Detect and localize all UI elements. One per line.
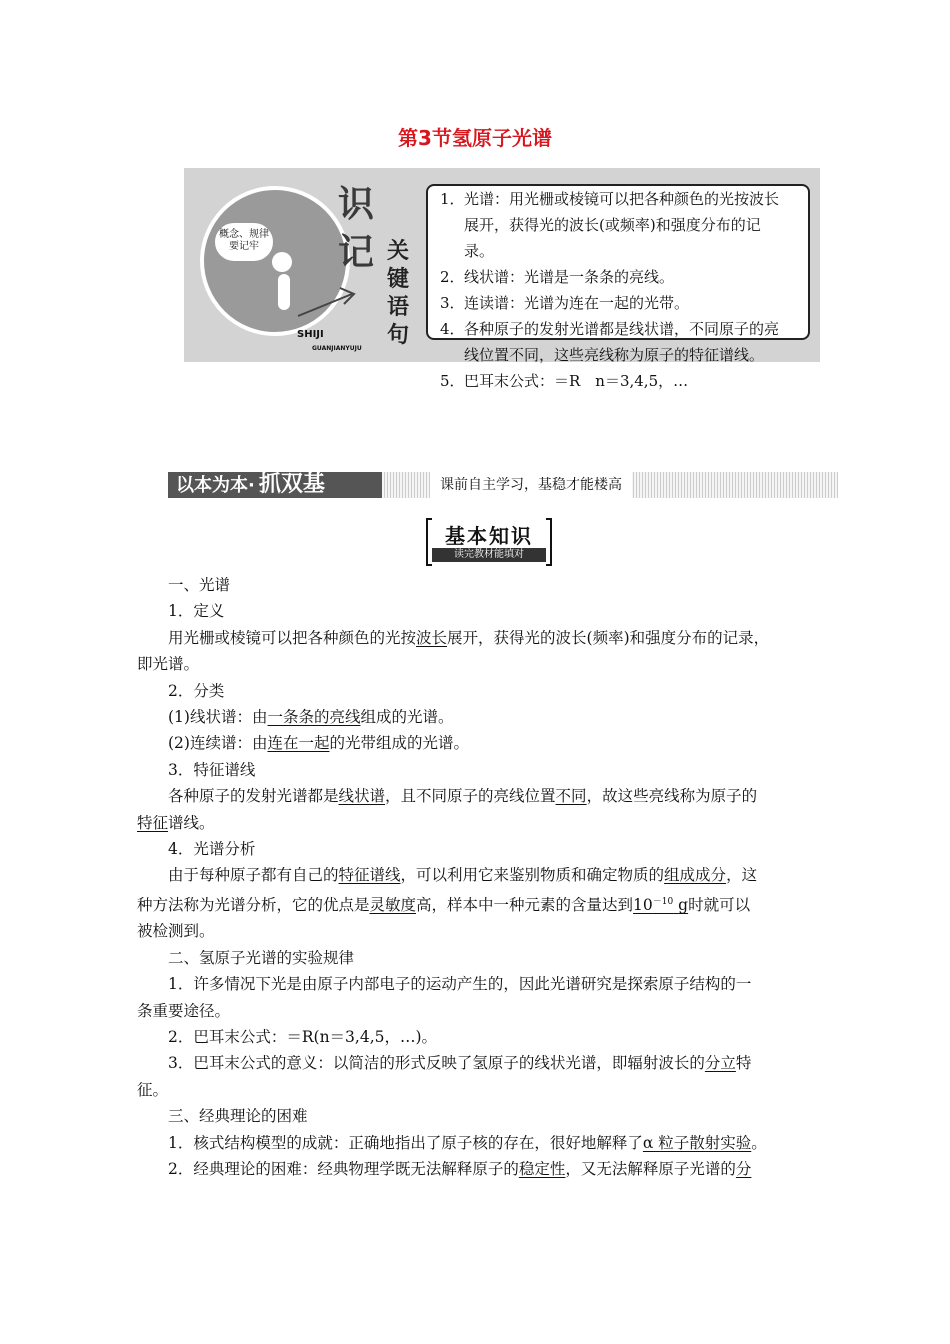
page-title: 第3节氢原子光谱 (398, 126, 552, 150)
text: 谱线。 (168, 813, 215, 832)
key-point-text: 巴耳末公式：＝R n＝3,4,5，… (464, 372, 689, 390)
key-points-list (440, 186, 820, 394)
big-char-ji: 记 (338, 232, 375, 273)
text: g (678, 896, 689, 915)
big-char-shi: 识 (338, 184, 375, 225)
paragraph (137, 704, 817, 730)
vertical-char: 句 (386, 323, 409, 348)
paragraph (137, 862, 817, 888)
vertical-char: 关 (386, 239, 409, 264)
person-body-icon (278, 274, 290, 310)
blank-answer: 一条条的亮线 (267, 708, 361, 727)
sub-heading: 1．定义 (168, 602, 225, 621)
key-point-number: 4． (440, 320, 465, 338)
sub-heading: 2．分类 (168, 681, 225, 700)
key-point (440, 368, 820, 394)
text: 展开，获得光的波长(频率)和强度分布的记录， (447, 628, 770, 647)
blank-answer (633, 896, 688, 914)
key-point-number: 1． (440, 190, 465, 208)
text: ，这 (726, 866, 758, 885)
blank-answer: 稳定性 (518, 1160, 566, 1179)
paragraph-cont (137, 889, 817, 919)
text: 种方法称为光谱分析，它的优点是 (137, 896, 370, 915)
key-point-cont: 线位置不同，这些亮线称为原子的特征谱线。 (464, 346, 765, 364)
arrow-icon (296, 282, 360, 322)
vertical-char: 语 (386, 295, 409, 320)
person-head-icon (272, 252, 292, 272)
key-point-text: 光谱：用光栅或棱镜可以把各种颜色的光按波长 (464, 190, 780, 208)
bubble-line-1: 概念、规律 (219, 229, 269, 240)
text: 的光带组成的光谱。 (329, 734, 469, 753)
knowledge-subtitle: 读完教材能填对 (432, 548, 546, 562)
exponent: －10 (652, 896, 674, 907)
heading-1: 一、光谱 (168, 576, 231, 594)
key-point-number: 2． (440, 268, 465, 286)
text: 组成的光谱。 (360, 708, 454, 727)
text: 各种原子的发射光谱都是 (168, 787, 339, 806)
content-body (137, 572, 817, 1183)
paragraph-cont: 征。 (137, 1080, 169, 1099)
blank-answer: 不同 (555, 787, 587, 806)
key-point (440, 316, 820, 342)
paragraph-cont: 条重要途径。 (137, 1001, 231, 1020)
paragraph: 2．巴耳末公式：＝R(n＝3,4,5，…)。 (168, 1028, 438, 1047)
text: 10 (633, 896, 653, 915)
text: 3．巴耳末公式的意义：以简洁的形式反映了氢原子的线状光谱，即辐射波长的 (168, 1054, 705, 1073)
paragraph (137, 730, 817, 756)
paragraph (137, 783, 817, 809)
paragraph-cont: 被检测到。 (137, 922, 215, 941)
paragraph: 1．许多情况下光是由原子内部电子的运动产生的，因此光谱研究是探索原子结构的一 (168, 975, 752, 994)
text: ，故这些亮线称为原子的 (586, 787, 758, 806)
key-point (440, 264, 820, 290)
blank-answer: α 粒子散射实验 (642, 1133, 752, 1152)
key-point-cont: 展开，获得光的波长(或频率)和强度分布的记 (464, 216, 761, 234)
vertical-title (384, 238, 412, 350)
sub-heading: 3．特征谱线 (168, 760, 256, 779)
paragraph-cont: 即光谱。 (137, 655, 200, 674)
knowledge-badge (426, 518, 552, 564)
text: 时就可以 (688, 896, 751, 915)
heading-3: 三、经典理论的困难 (168, 1107, 308, 1126)
section-bar-left (168, 472, 382, 498)
paragraph (137, 1050, 817, 1076)
key-point-text: 各种原子的发射光谱都是线状谱，不同原子的亮 (464, 320, 780, 338)
blank-answer: 连在一起 (267, 734, 330, 753)
text: 用光栅或棱镜可以把各种颜色的光按 (168, 628, 417, 647)
bracket-right (546, 518, 552, 566)
text: ，且不同原子的亮线位置 (385, 787, 556, 806)
text: (1)线状谱：由 (168, 708, 268, 727)
text: 。 (751, 1133, 767, 1152)
text: ，可以利用它来鉴别物质和确定物质的 (400, 866, 665, 885)
sub-heading: 4．光谱分析 (168, 840, 256, 859)
key-point-text: 连读谱：光谱为连在一起的光带。 (464, 294, 690, 312)
text: 高，样本中一种元素的含量达到 (416, 896, 634, 915)
guanjian-label: GUANJIANYUJU (312, 345, 362, 352)
blank-answer: 线状谱 (338, 787, 386, 806)
blank-answer: 特征 (137, 813, 169, 832)
blank-answer: 特征谱线 (338, 866, 401, 885)
shiji-label: SHIJI (297, 329, 324, 340)
heading-2: 二、氢原子光谱的实验规律 (168, 948, 355, 967)
section-bar-right: 课前自主学习，基稳才能楼高 (430, 472, 632, 498)
text: (2)连续谱：由 (168, 734, 268, 753)
blank-answer: 灵敏度 (369, 896, 417, 915)
blank-answer: 组成成分 (664, 866, 727, 885)
paragraph-cont (137, 810, 817, 836)
paragraph (137, 1156, 817, 1182)
vertical-char: 键 (386, 267, 409, 292)
text: ，又无法解释原子光谱的 (565, 1160, 736, 1179)
key-point (440, 186, 820, 212)
paragraph (137, 1130, 817, 1156)
text: 由于每种原子都有自己的 (168, 866, 339, 885)
key-point-text: 线状谱：光谱是一条条的亮线。 (464, 268, 675, 286)
speech-bubble (214, 222, 274, 262)
knowledge-title: 基本知识 (445, 524, 533, 548)
text: 2．经典理论的困难：经典物理学既无法解释原子的 (168, 1160, 519, 1179)
key-point-cont: 录。 (464, 242, 495, 260)
bubble-line-2: 要记牢 (229, 241, 259, 252)
text: 特 (735, 1054, 752, 1073)
key-point-number: 3． (440, 294, 465, 312)
paragraph (137, 625, 817, 651)
key-point-number: 5． (440, 372, 465, 390)
key-point (440, 290, 820, 316)
blank-answer: 分 (735, 1160, 752, 1179)
text: 1．核式结构模型的成就：正确地指出了原子核的存在，很好地解释了 (168, 1133, 643, 1152)
blank-answer: 波长 (416, 628, 448, 647)
section-bar-left-bold: 抓双基 (258, 472, 325, 497)
section-bar-left-text: 以本为本· (176, 475, 255, 496)
blank-answer: 分立 (704, 1054, 736, 1073)
